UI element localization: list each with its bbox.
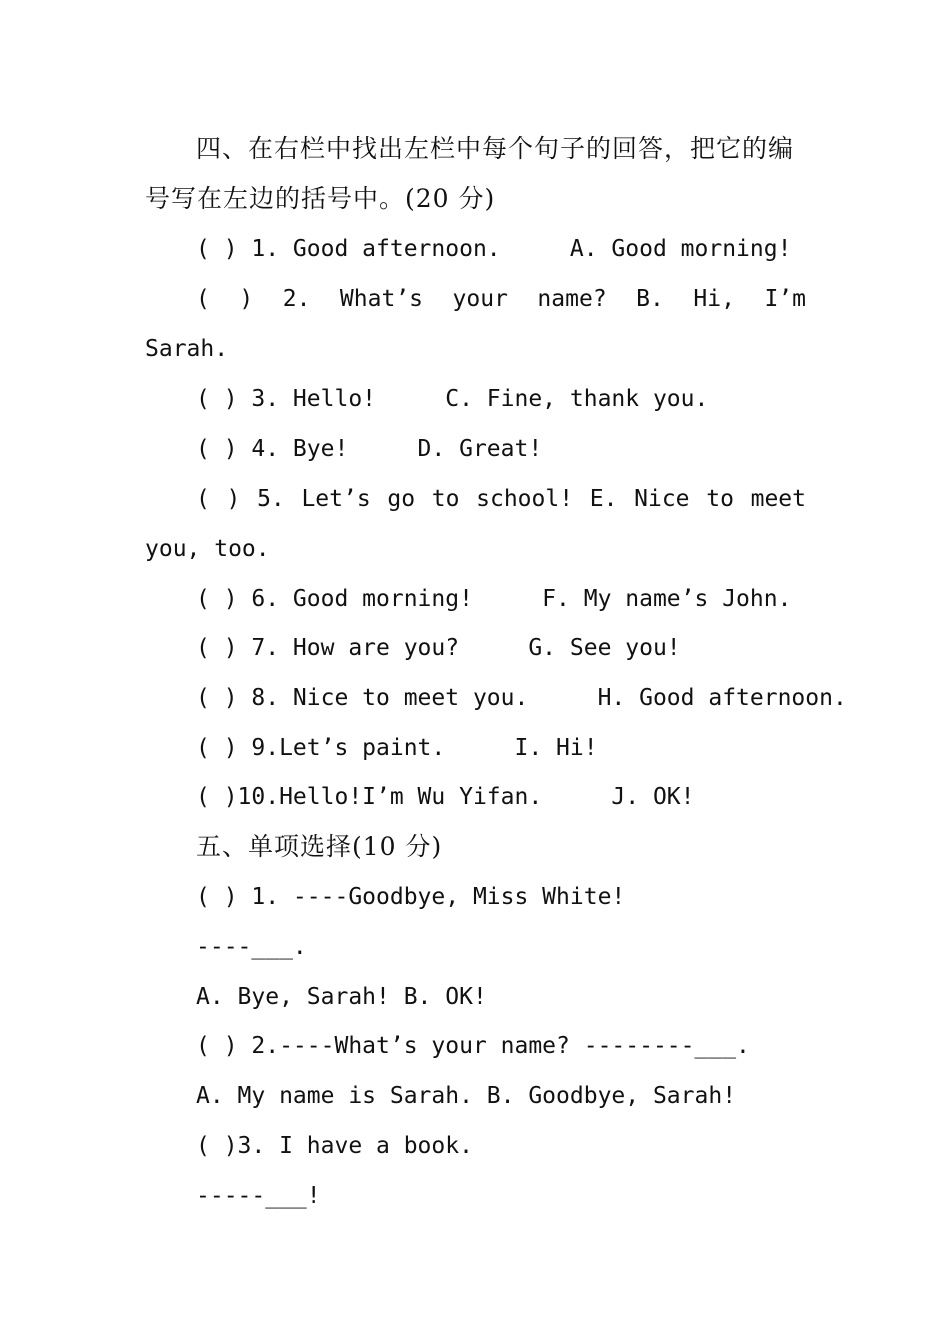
match-item-5: ( ) 5. Let’s go to school! E. Nice to meet [196, 486, 806, 512]
choice-item-1-answer-blank: ----___. [196, 934, 307, 960]
section-4-heading-line-1: 四、在右栏中找出左栏中每个句子的回答，把它的编 [196, 134, 795, 163]
match-item-9: ( ) 9.Let’s paint. I. Hi! [196, 735, 598, 761]
match-item-7: ( ) 7. How are you? G. See you! [196, 635, 681, 661]
match-item-2: ( ) 2. What’s your name? B. Hi, I’m [196, 286, 806, 312]
choice-item-3: ( )3. I have a book. [196, 1133, 473, 1159]
match-item-6: ( ) 6. Good morning! F. My name’s John. [196, 586, 792, 612]
match-item-10: ( )10.Hello!I’m Wu Yifan. J. OK! [196, 784, 695, 810]
choice-item-1: ( ) 1. ----Goodbye, Miss White! [196, 884, 626, 910]
choice-item-2: ( ) 2.----What’s your name? --------___. [196, 1033, 750, 1059]
choice-item-3-answer-blank: -----___! [196, 1183, 321, 1209]
match-item-2-continued: Sarah. [145, 336, 229, 362]
match-item-3: ( ) 3. Hello! C. Fine, thank you. [196, 386, 709, 412]
match-item-5-continued: you, too. [145, 536, 270, 562]
match-item-4: ( ) 4. Bye! D. Great! [196, 436, 543, 462]
choice-item-2-options: A. My name is Sarah. B. Goodbye, Sarah! [196, 1083, 737, 1109]
section-4-heading-line-2: 号写在左边的括号中。(20 分) [145, 184, 496, 213]
section-5-heading: 五、单项选择(10 分) [196, 832, 443, 861]
match-item-1: ( ) 1. Good afternoon. A. Good morning! [196, 236, 792, 262]
choice-item-1-options: A. Bye, Sarah! B. OK! [196, 984, 487, 1010]
match-item-8: ( ) 8. Nice to meet you. H. Good afternoon. [196, 685, 847, 711]
